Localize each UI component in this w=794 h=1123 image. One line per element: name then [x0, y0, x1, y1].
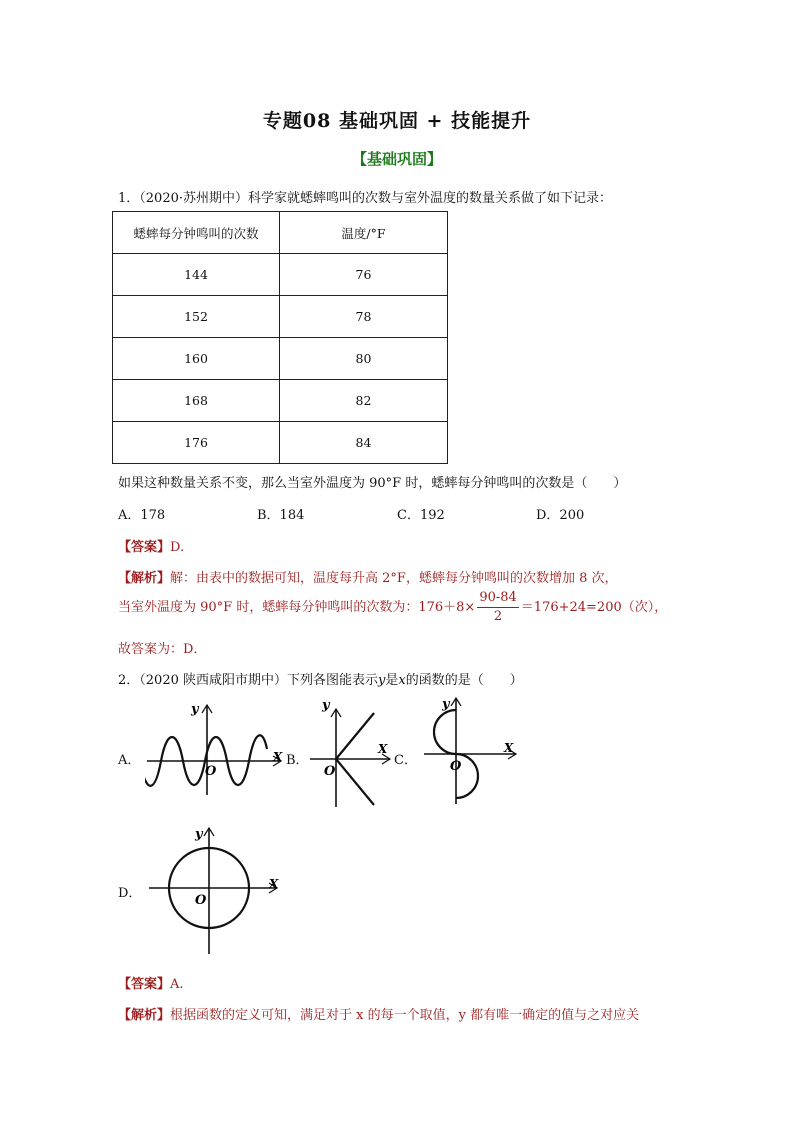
origin-label: O — [450, 759, 462, 774]
x-axis-label: X — [504, 741, 514, 755]
table-header-row — [113, 212, 448, 254]
q2-option-b-label: B． — [286, 753, 309, 768]
table-cell: 176 — [113, 422, 280, 464]
q1-answer — [118, 536, 184, 555]
table-row — [113, 422, 448, 464]
y-axis-label: y — [195, 827, 203, 842]
analysis-label: 【解析】 — [118, 1008, 171, 1023]
analysis-text: ＝176+24=200（次）， — [520, 600, 668, 615]
table-row — [113, 380, 448, 422]
q2-option-c-label: C． — [394, 753, 417, 768]
q1-analysis-line2 — [118, 589, 667, 626]
y-axis-label: y — [322, 698, 330, 713]
analysis-text: 当室外温度为 90°F 时，蟋蟀每分钟鸣叫的次数为：176＋8× — [118, 600, 476, 615]
analysis-label: 【解析】 — [118, 571, 171, 586]
q1-option-c: C．192 — [397, 508, 445, 523]
q1-analysis-line1 — [118, 567, 617, 586]
table-cell: 82 — [280, 380, 448, 422]
q2-answer — [118, 973, 184, 992]
q2-stem: 2．（2020 陕西咸阳市期中）下列各图能表示y是x的函数的是（ ） — [118, 673, 523, 688]
origin-label: O — [205, 764, 217, 779]
graph-c-semicircles — [420, 692, 525, 807]
graph-b-v — [300, 695, 395, 810]
analysis-text: 根据函数的定义可知，满足对于 x 的每一个取值，y 都有唯一确定的值与之对应关 — [170, 1008, 640, 1023]
q1-stem: 1．（2020·苏州期中）科学家就蟋蟀鸣叫的次数与室外温度的数量关系做了如下记录： — [118, 191, 612, 206]
x-axis-label: X — [378, 742, 388, 756]
table-cell: 78 — [280, 296, 448, 338]
q1-option-a: A．178 — [118, 508, 166, 523]
q1-analysis-line3: 故答案为：D． — [118, 642, 207, 657]
answer-value: D. — [170, 540, 185, 555]
table-header-cell: 蟋蟀每分钟鸣叫的次数 — [113, 212, 280, 254]
x-axis-label: X — [273, 750, 283, 764]
fraction-denominator: 2 — [493, 609, 503, 624]
table-cell: 76 — [280, 254, 448, 296]
q1-option-d: D．200 — [536, 508, 585, 523]
graph-a-sine — [145, 697, 285, 797]
answer-value: A. — [170, 977, 184, 992]
graph-d-circle — [145, 822, 285, 957]
table-cell: 152 — [113, 296, 280, 338]
upper-semicircle — [434, 710, 456, 754]
answer-label: 【答案】 — [118, 977, 171, 992]
analysis-text: 解：由表中的数据可知，温度每升高 2°F，蟋蟀每分钟鸣叫的次数增加 8 次， — [170, 571, 618, 586]
table-row — [113, 338, 448, 380]
q1-option-b: B．184 — [257, 508, 305, 523]
table-row — [113, 296, 448, 338]
q1-question: 如果这种数量关系不变，那么当室外温度为 90°F 时，蟋蟀每分钟鸣叫的次数是（ ） — [118, 476, 627, 491]
x-axis-label: X — [269, 877, 279, 891]
graph-lower-ray — [336, 759, 374, 805]
q2-analysis — [118, 1004, 639, 1023]
origin-label: O — [324, 764, 336, 779]
table-row — [113, 254, 448, 296]
answer-label: 【答案】 — [118, 540, 171, 555]
table-cell: 80 — [280, 338, 448, 380]
origin-label: O — [195, 893, 207, 908]
fraction-numerator: 90-84 — [477, 589, 518, 608]
table-cell: 144 — [113, 254, 280, 296]
table-cell: 84 — [280, 422, 448, 464]
section-heading: 【基础巩固】 — [351, 150, 442, 168]
table-cell: 168 — [113, 380, 280, 422]
q2-option-a-label: A． — [118, 753, 141, 768]
fraction — [477, 589, 518, 626]
data-table — [112, 211, 448, 464]
y-axis-label: y — [442, 697, 450, 712]
table-cell: 160 — [113, 338, 280, 380]
table-header-cell: 温度/°F — [280, 212, 448, 254]
y-axis-label: y — [191, 702, 199, 717]
graph-upper-ray — [336, 713, 374, 759]
q2-option-d-label: D． — [118, 886, 142, 901]
page-title: 专题08 基础巩固 + 技能提升 — [262, 110, 532, 132]
